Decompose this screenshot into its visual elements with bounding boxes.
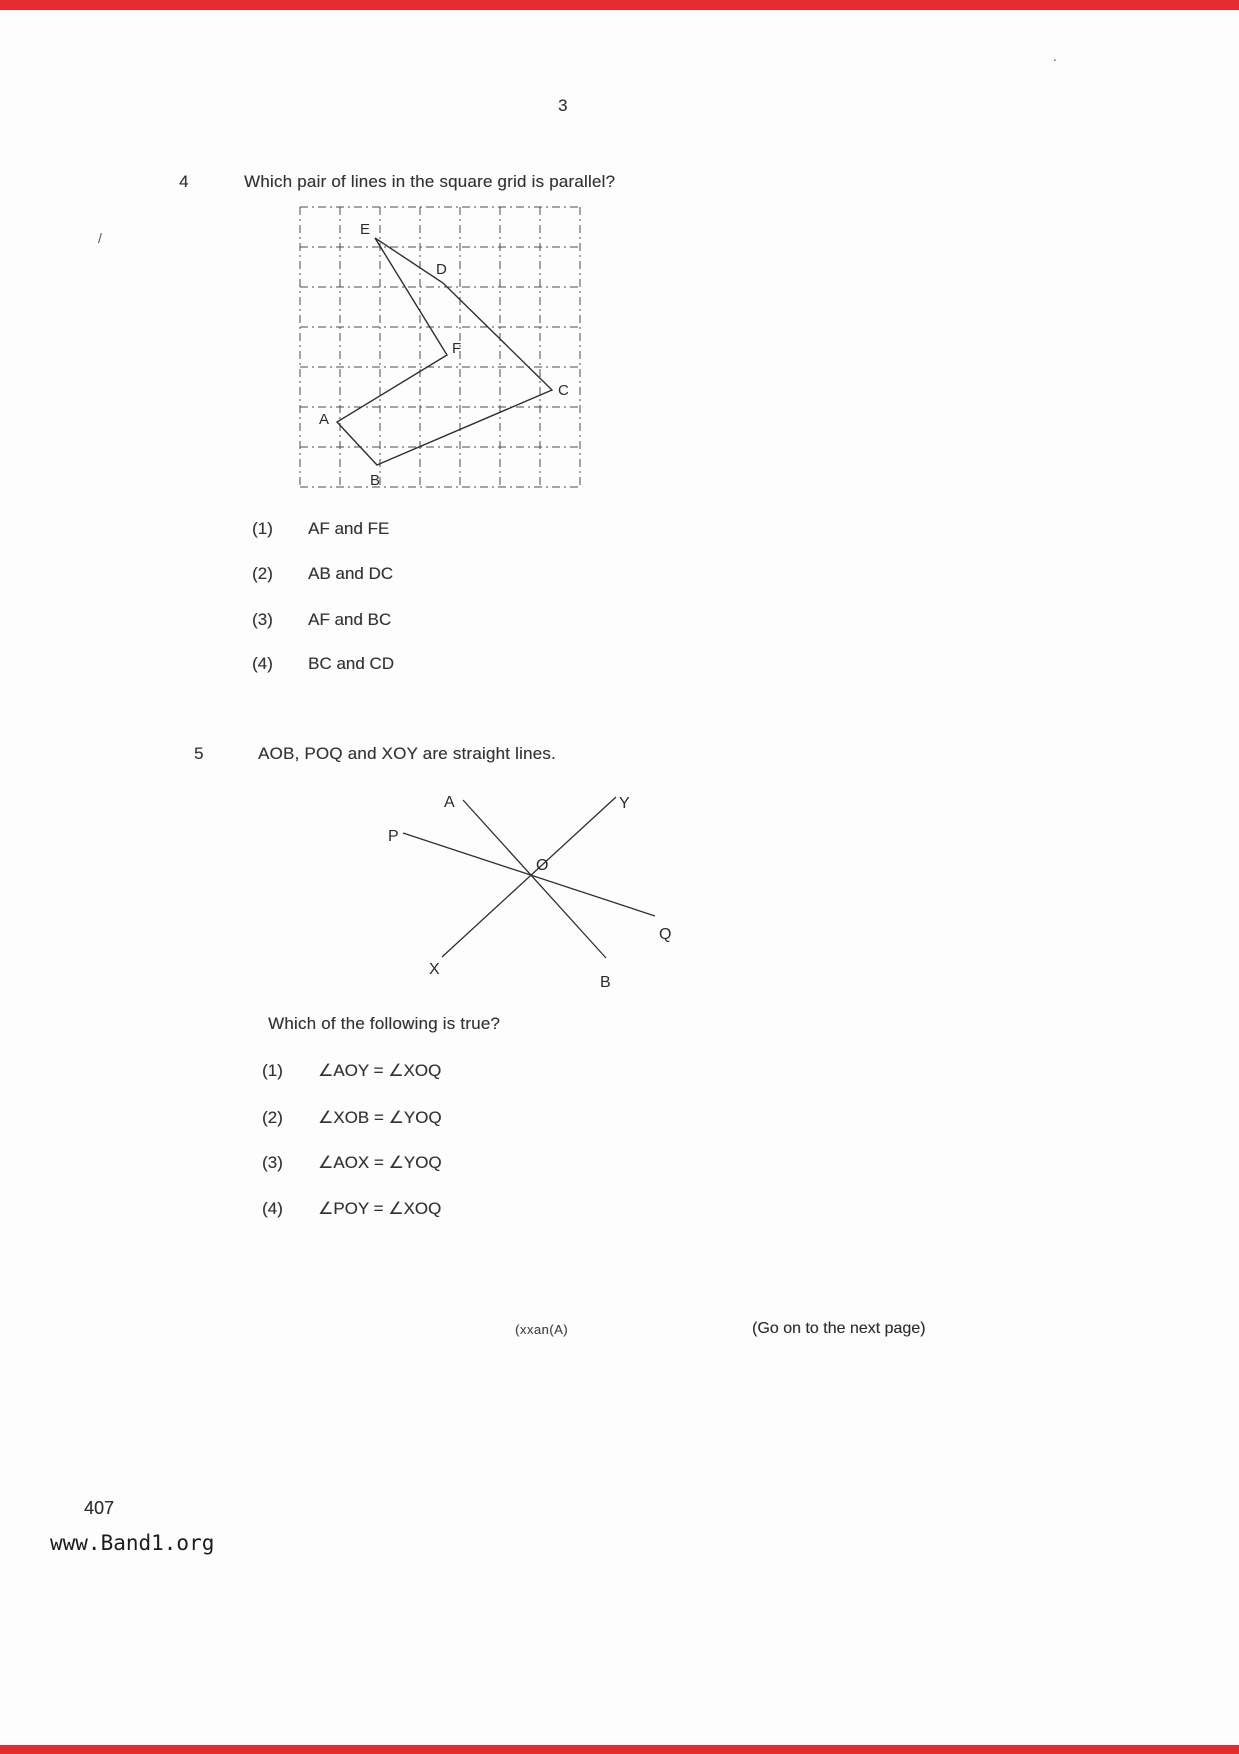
option-text: AF and BC	[308, 610, 392, 629]
point-label-X: X	[429, 961, 440, 978]
point-label-C: C	[558, 382, 569, 399]
option-text: ∠AOY = ∠XOQ	[318, 1061, 442, 1080]
q4-option-3	[252, 610, 391, 630]
line-AOB	[463, 800, 606, 958]
question-5-intro: AOB, POQ and XOY are straight lines.	[258, 744, 556, 763]
question-4-grid-diagram	[292, 202, 594, 510]
option-text: AB and DC	[308, 564, 394, 583]
point-label-E: E	[360, 221, 371, 238]
point-label-O: O	[536, 857, 549, 874]
q4-option-1	[252, 519, 389, 539]
square-grid	[300, 207, 580, 487]
option-text: ∠AOX = ∠YOQ	[318, 1153, 442, 1172]
q5-option-4	[262, 1199, 441, 1219]
page-number: 3	[558, 96, 568, 115]
paper-code: (xxan(A)	[515, 1322, 569, 1337]
option-number: (1)	[252, 519, 273, 538]
point-label-A: A	[319, 411, 330, 428]
stray-mark-slash: /	[98, 230, 102, 246]
website-watermark: www.Band1.org	[50, 1531, 215, 1555]
q4-option-2	[252, 564, 393, 584]
line-POQ	[403, 833, 655, 916]
option-number: (4)	[262, 1199, 283, 1218]
question-4-number: 4	[179, 172, 189, 191]
option-text: ∠POY = ∠XOQ	[318, 1199, 442, 1218]
go-on-next-page-note: (Go on to the next page)	[752, 1320, 926, 1337]
document-number: 407	[84, 1498, 115, 1518]
point-label-B: B	[600, 974, 611, 991]
scan-artifact-red-bar-top	[0, 0, 1239, 10]
line-XOY	[442, 797, 616, 957]
grid-diagram-point-labels	[319, 221, 569, 489]
point-label-A: A	[444, 794, 455, 811]
question-4-text: Which pair of lines in the square grid is parallel?	[244, 172, 616, 191]
option-number: (2)	[252, 564, 273, 583]
point-label-B: B	[370, 472, 381, 489]
question-5-lines-diagram	[378, 785, 688, 1010]
point-label-P: P	[388, 828, 399, 845]
option-number: (4)	[252, 654, 273, 673]
q5-option-3	[262, 1153, 442, 1173]
lines-diagram-point-labels	[388, 794, 671, 991]
option-number: (3)	[252, 610, 273, 629]
question-5-text: Which of the following is true?	[268, 1014, 501, 1033]
stray-mark-dot: .	[1053, 48, 1057, 64]
point-label-Q: Q	[659, 926, 672, 943]
q5-option-1	[262, 1061, 441, 1081]
q5-option-2	[262, 1108, 442, 1128]
option-number: (2)	[262, 1108, 283, 1127]
point-label-Y: Y	[619, 795, 630, 812]
option-text: ∠XOB = ∠YOQ	[318, 1108, 442, 1127]
question-5-number: 5	[194, 744, 204, 763]
option-text: AF and FE	[308, 519, 390, 538]
point-label-F: F	[452, 340, 462, 357]
point-label-D: D	[436, 261, 447, 278]
straight-lines-through-O	[403, 797, 655, 958]
option-number: (1)	[262, 1061, 283, 1080]
option-text: BC and CD	[308, 654, 394, 673]
scan-artifact-red-bar-bottom	[0, 1745, 1239, 1754]
option-number: (3)	[262, 1153, 283, 1172]
q4-option-4	[252, 654, 394, 674]
